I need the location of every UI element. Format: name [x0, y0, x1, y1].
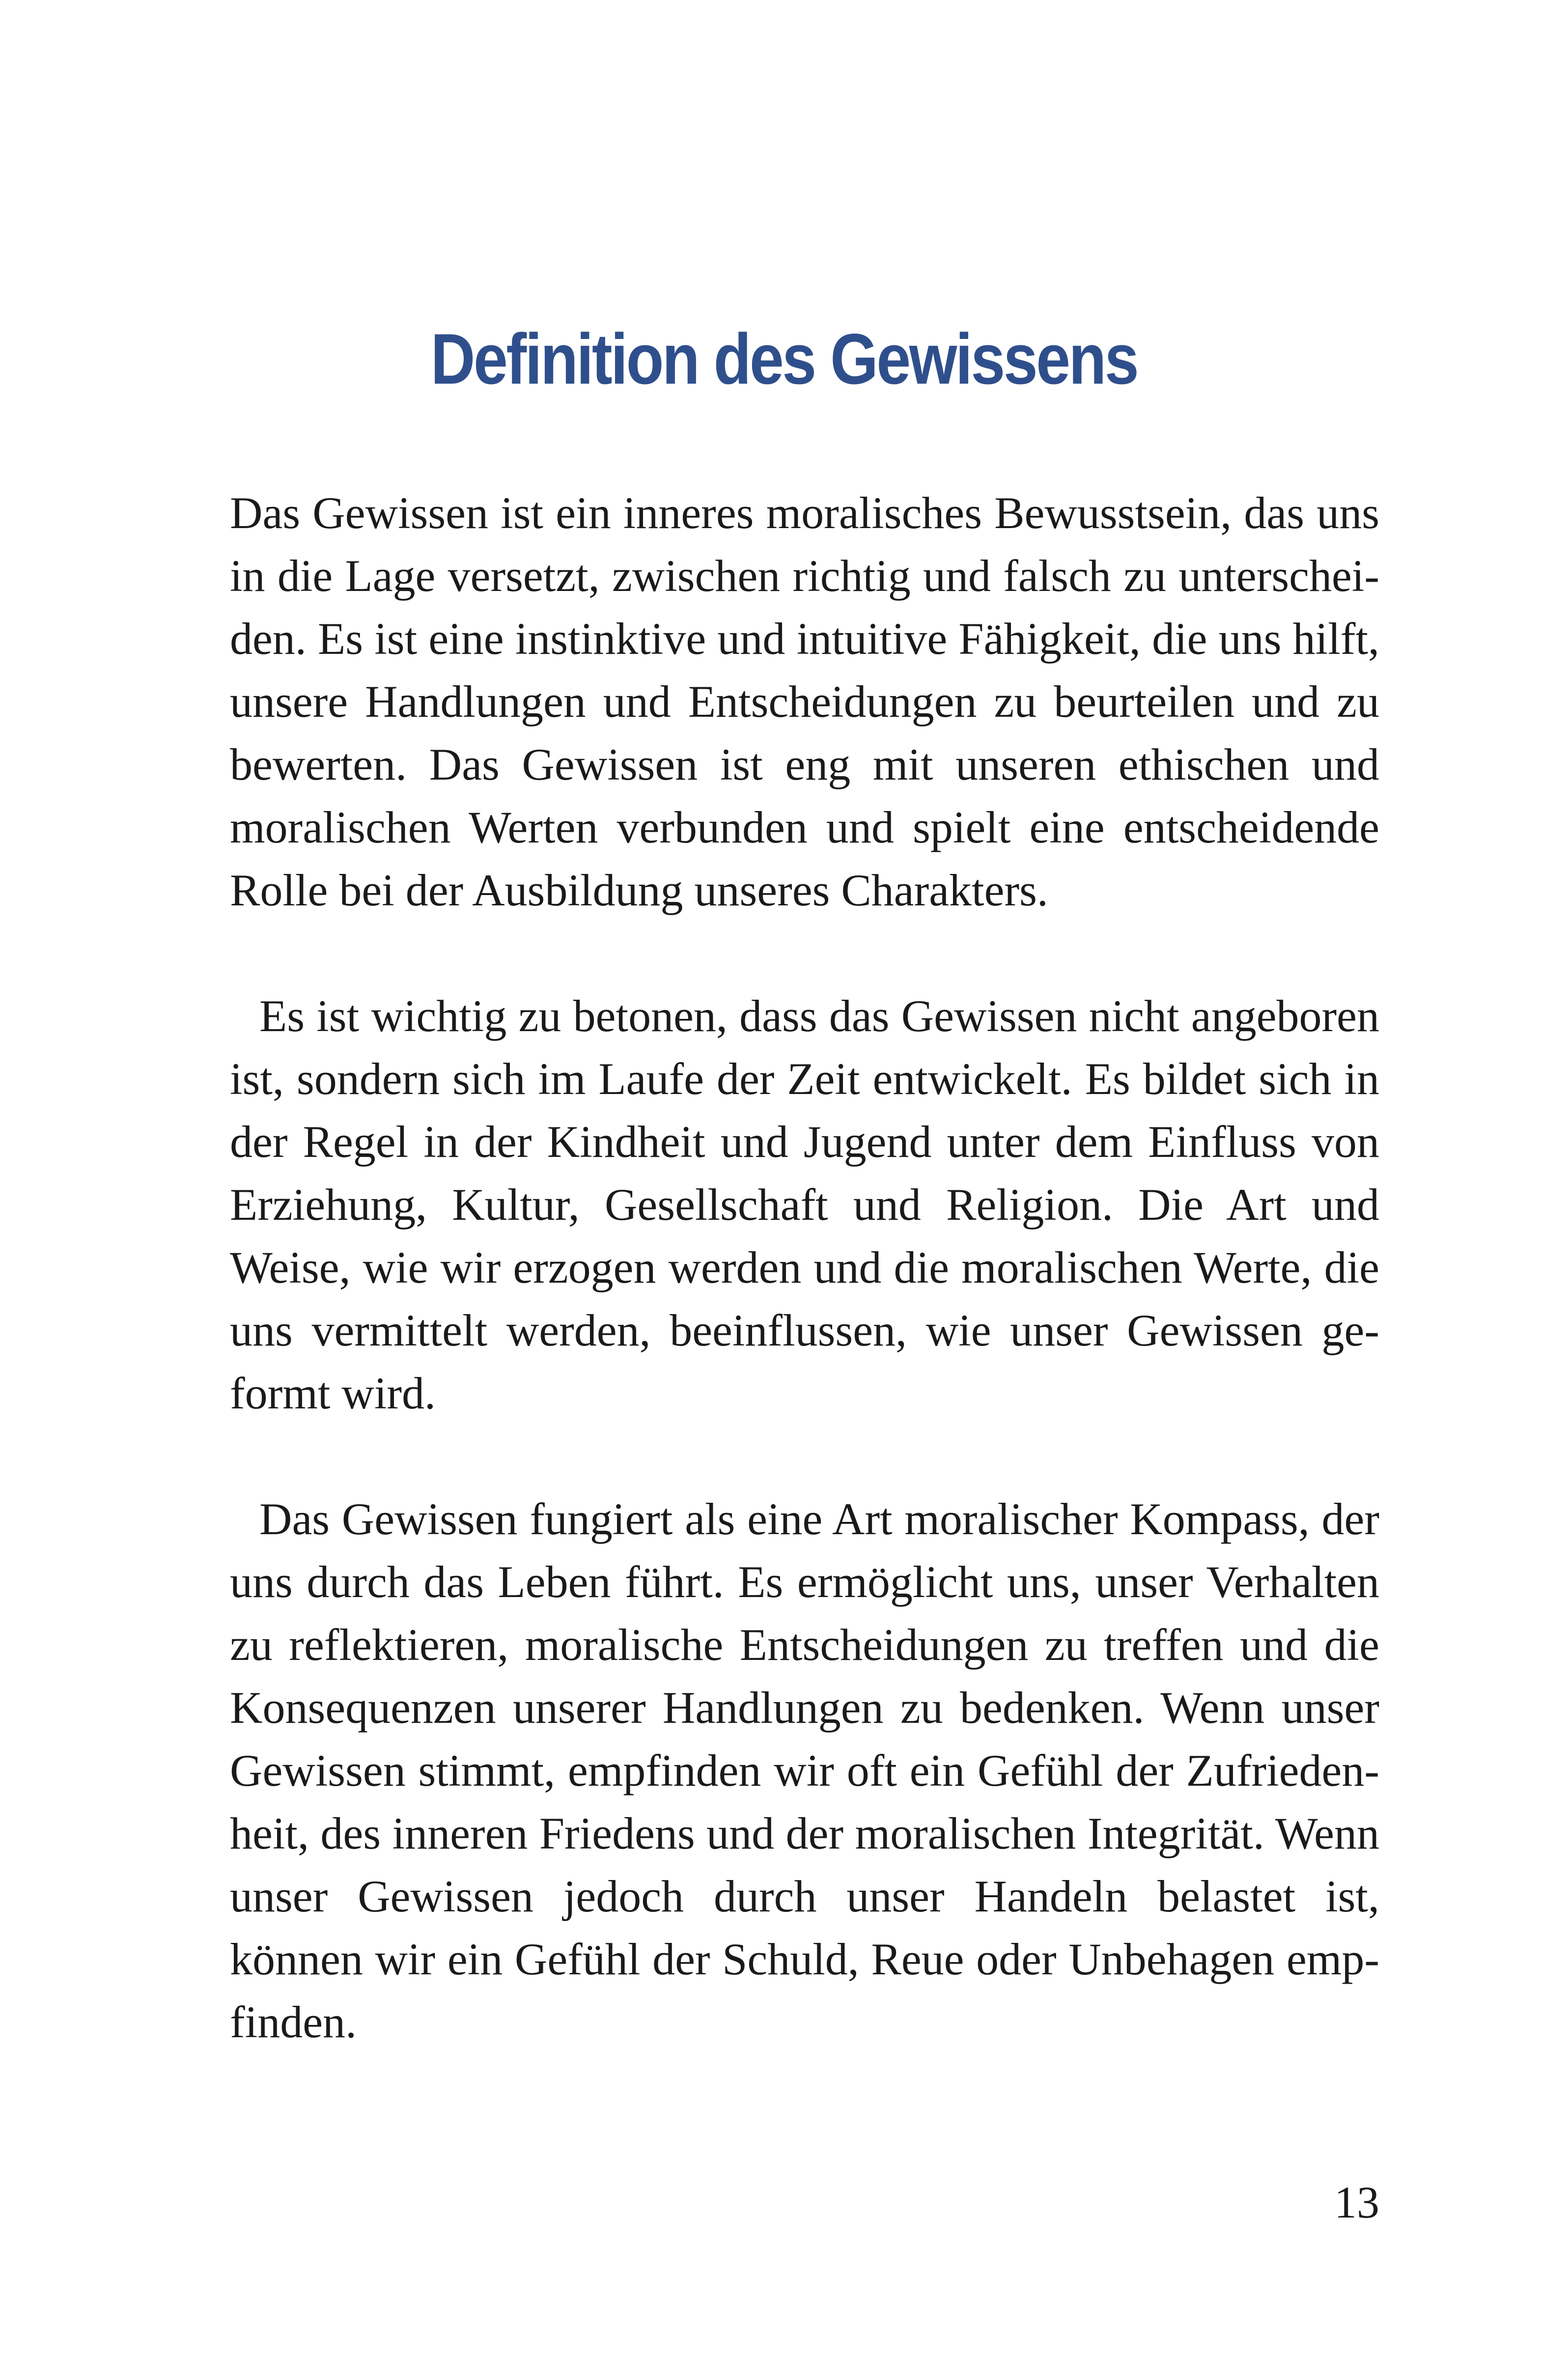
paragraph-1: Das Gewissen ist ein inneres moralisches Bewusstsein, das uns in die Lage versetzt, zwischen richtig und falsch zu unterscheiden. Es ist eine instinktive und intuitive Fähigkeit, die uns hilft, unsere Handlungen und Entscheidungen zu beurteilen und zu bewerten. Das Gewissen ist eng mit unseren ethischen und moralischen Werten verbunden und spielt eine entscheidende Rolle bei der Ausbildung unseres Charakters. — [230, 488, 1379, 915]
paragraph-2: Es ist wichtig zu betonen, dass das Gewissen nicht angeboren ist, sondern sich im Laufe der Zeit entwickelt. Es bildet sich in der Regel in der Kindheit und Jugend unter dem Einfluss von Erziehung, Kultur, Gesellschaft und Religion. Die Art und Weise, wie wir erzogen werden und die moralischen Werte, die uns vermittelt werden, beeinflussen, wie unser Gewissen geformt wird. — [230, 991, 1379, 1418]
chapter-title: Definition des Gewissens — [430, 318, 1138, 399]
body-text — [230, 481, 1379, 2053]
page-number: 13 — [1334, 2177, 1379, 2227]
paragraph-3: Das Gewissen fungiert als eine Art moralischer Kompass, der uns durch das Leben führt. Es ermöglicht uns, unser Verhalten zu reflektieren, moralische Entscheidungen zu treffen und die Konsequenzen unserer Handlungen zu bedenken. Wenn unser Gewissen stimmt, empfinden wir oft ein Gefühl der Zufriedenheit, des inneren Friedens und der moralischen Integrität. Wenn unser Gewissen jedoch durch unser Handeln belastet ist, können wir ein Gefühl der Schuld, Reue oder Unbehagen empfinden. — [230, 1494, 1379, 2047]
